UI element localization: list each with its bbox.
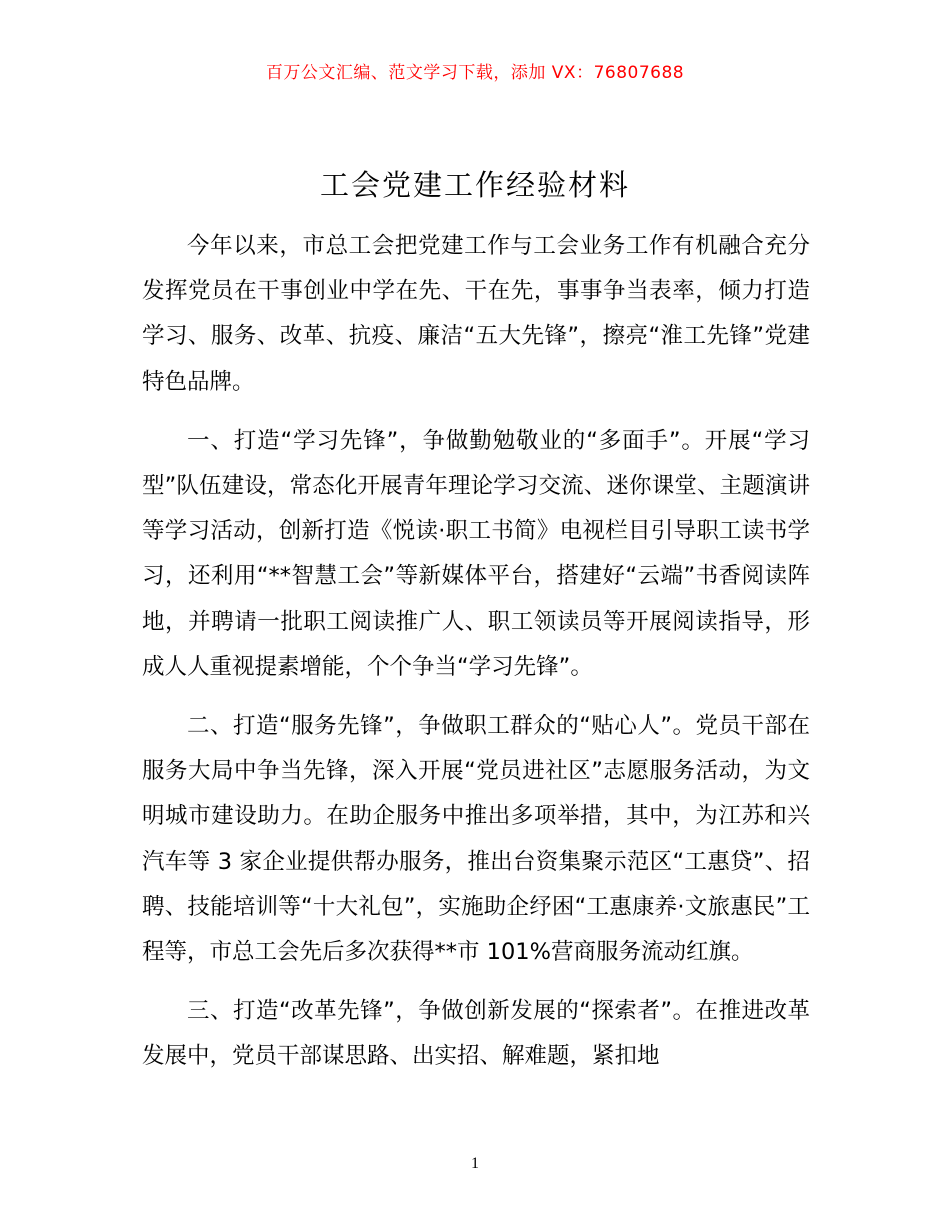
document-body <box>142 224 810 1094</box>
document-title: 工会党建工作经验材料 <box>319 168 630 202</box>
paragraph-reform-pioneer: 三、打造“改革先锋”，争做创新发展的“探索者”。在推进改革发展中，党员干部谋思路、出实招、解难题，紧扣地 <box>142 998 810 1070</box>
paragraph-service-pioneer: 二、打造“服务先锋”，争做职工群众的“贴心人”。党员干部在服务大局中争当先锋，深入开展“党员进社区”志愿服务活动，为文明城市建设助力。在助企服务中推出多项举措，其中，为江苏和兴汽车等 3 家企业提供帮办服务，推出台资集聚示范区“工惠贷”、招聘、技能培训等“十大礼包”，实施助企纾困“工惠康养·文旅惠民”工程等，市总工会先后多次获得**市 101%营商服务流动红旗。 <box>142 713 810 966</box>
header-note: 百万公文汇编、范文学习下载，添加 VX：76807688 <box>265 63 685 83</box>
paragraph-intro: 今年以来，市总工会把党建工作与工会业务工作有机融合充分发挥党员在干事创业中学在先、干在先，事事争当表率，倾力打造学习、服务、改革、抗疫、廉洁“五大先锋”，擦亮“淮工先锋”党建特色品牌。 <box>142 233 810 395</box>
page-number: 1 <box>471 1155 479 1172</box>
paragraph-learning-pioneer: 一、打造“学习先锋”，争做勤勉敬业的“多面手”。开展“学习型”队伍建设，常态化开展青年理论学习交流、迷你课堂、主题演讲等学习活动，创新打造《悦读·职工书简》电视栏目引导职工读书学习，还利用“**智慧工会”等新媒体平台，搭建好“云端”书香阅读阵地，并聘请一批职工阅读推广人、职工领读员等开展阅读指导，形成人人重视提素增能，个个争当“学习先锋”。 <box>142 427 810 680</box>
